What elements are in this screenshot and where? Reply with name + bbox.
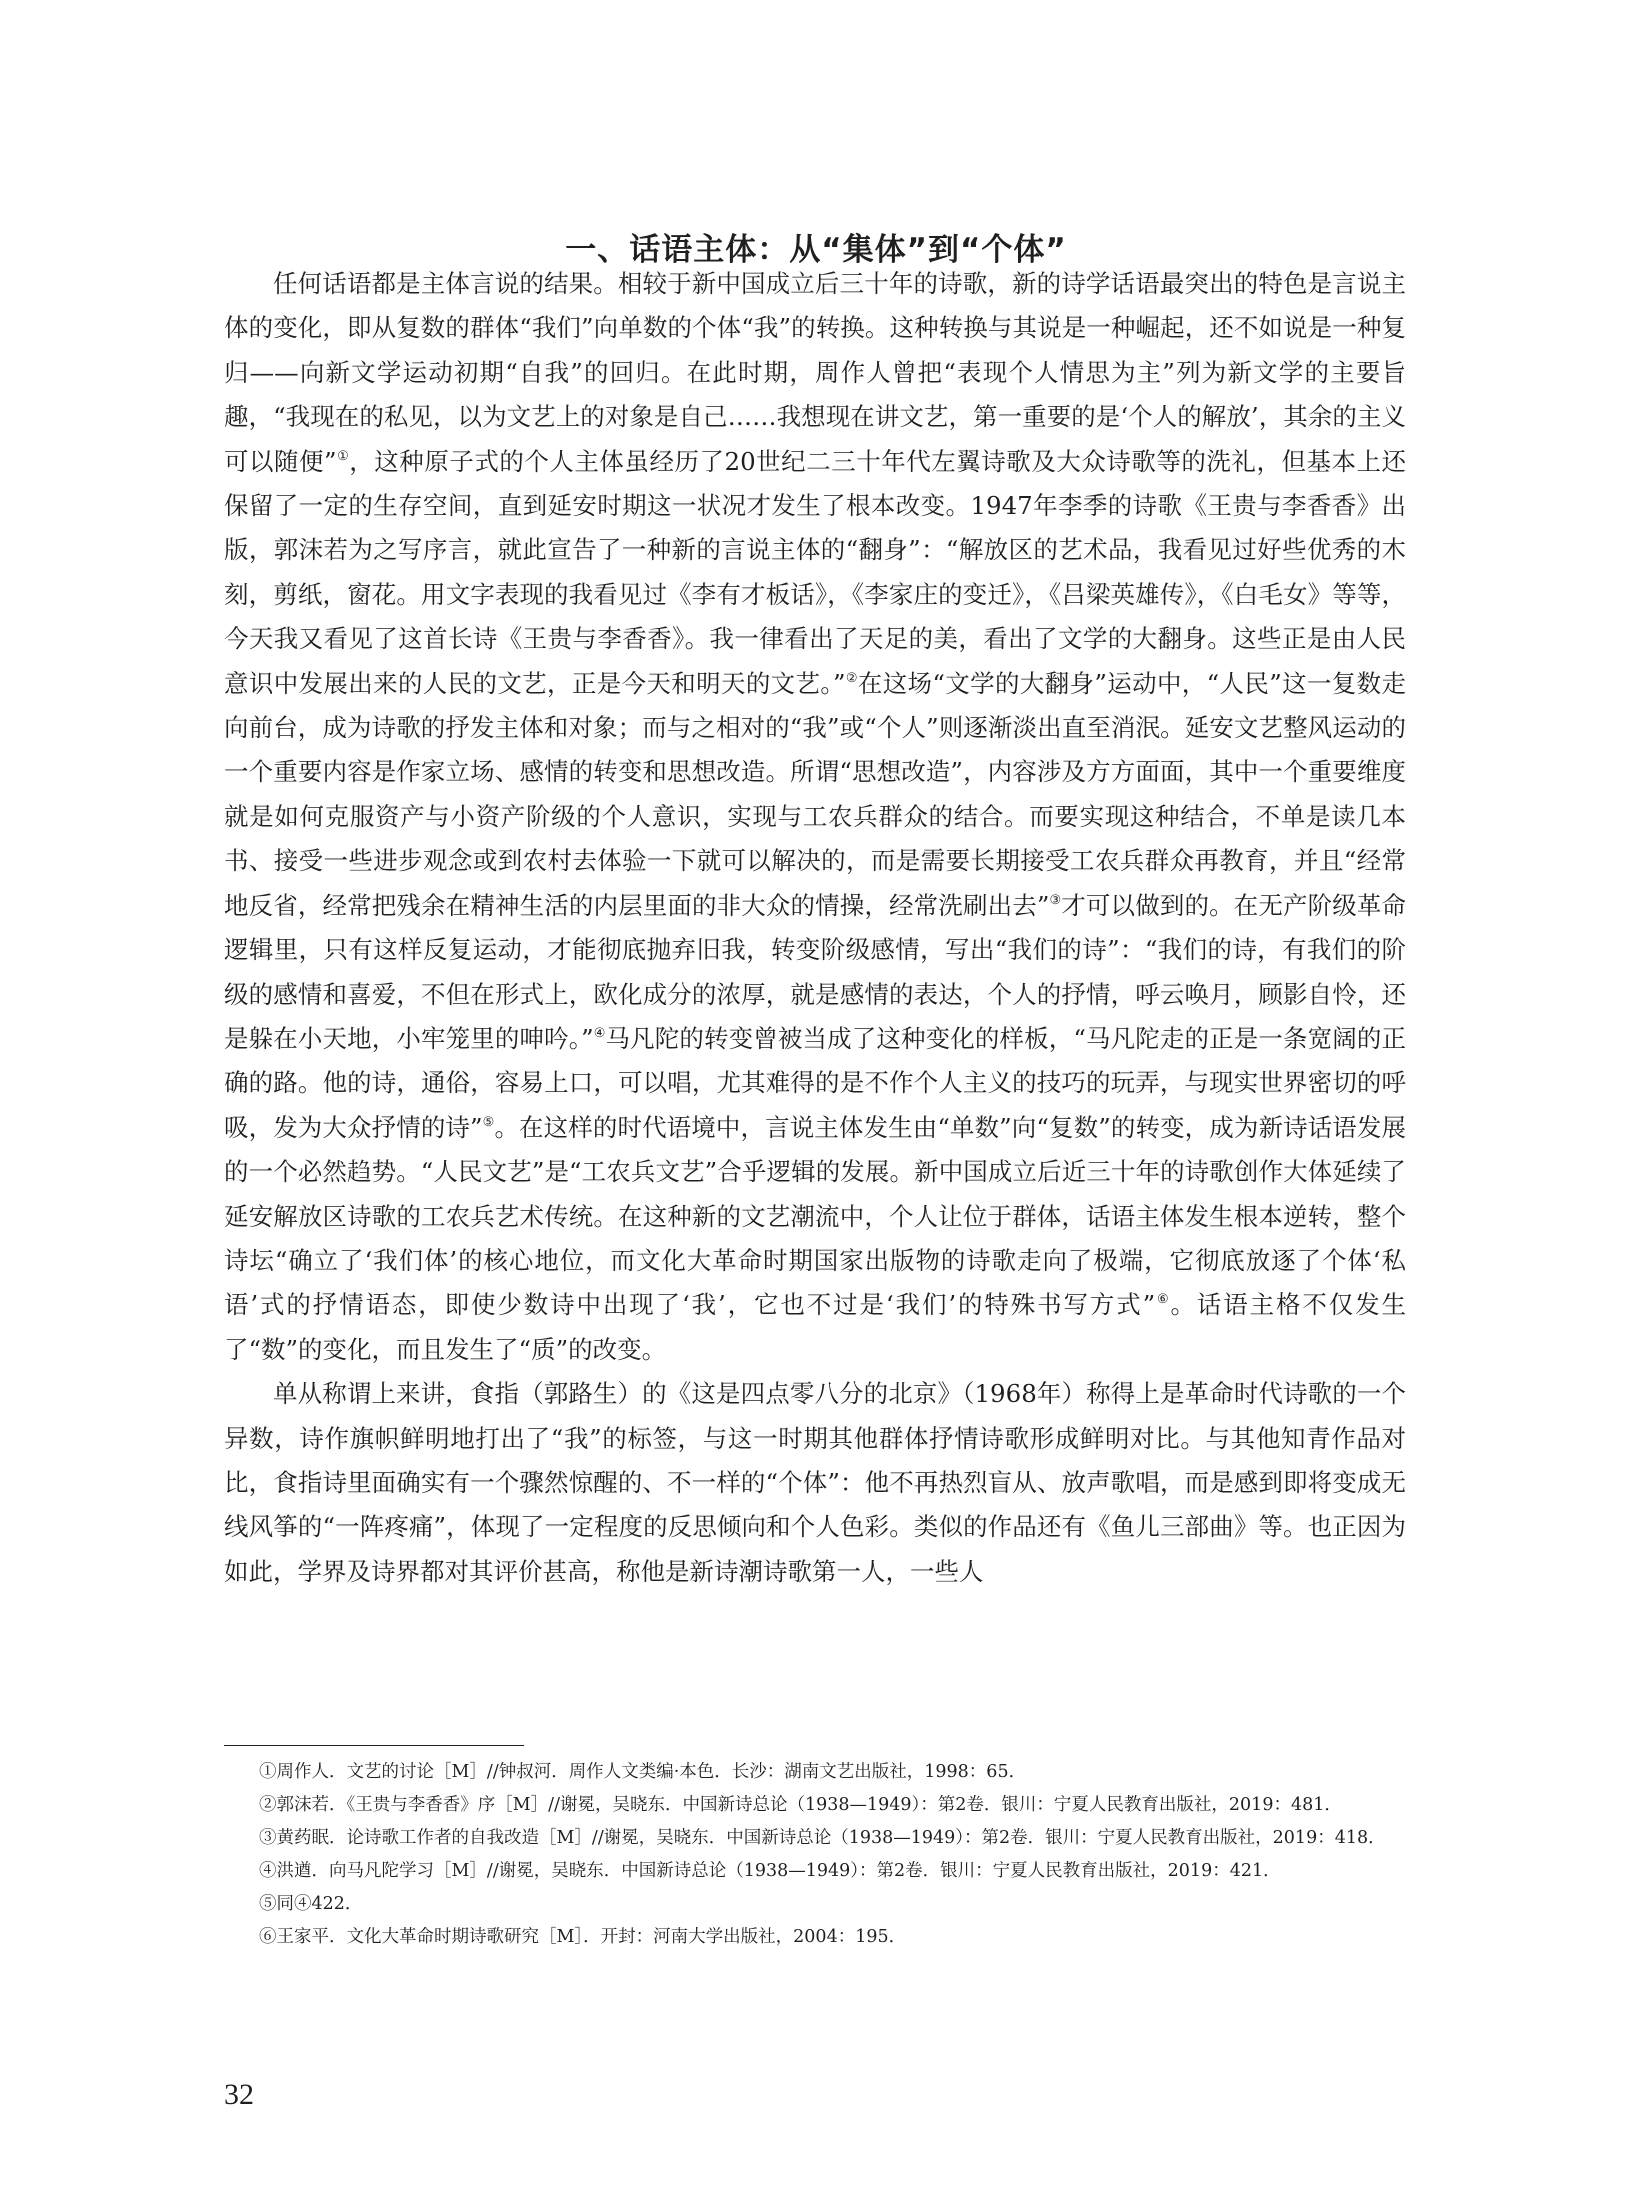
section-heading: 一、话语主体：从“集体”到“个体”	[565, 231, 1067, 268]
footnote-marker: ⑥	[1155, 1292, 1171, 1308]
paragraph-text: 才可以做到的。在无产阶级革命逻辑里，只有这样反复运动，才能彻底抛弃旧我，转变阶级感情，写出“我们的诗”：“我们的诗，有我们的阶级的感情和喜爱，不但在形式上，欧化成分的浓厚，就是感情的表达，个人的抒情，呼云唤月，顾影自怜，还是躲在小天地，小牢笼里的呻吟。”	[224, 890, 1407, 1053]
footnote-marker: ⑤	[482, 1114, 495, 1130]
footnote: ②郭沫若．《王贵与李香香》序［M］//谢冕，吴晓东．中国新诗总论（1938—1949）：第2卷．银川：宁夏人民教育出版社，2019：481．	[259, 1795, 1342, 1815]
footnotes	[224, 1756, 1406, 1954]
paragraph	[224, 262, 1406, 1372]
footnote: ⑥王家平．文化大革命时期诗歌研究［M］．开封：河南大学出版社，2004：195．	[259, 1927, 907, 1947]
paragraph-text: 单从称谓上来讲，食指（郭路生）的《这是四点零八分的北京》（1968年）称得上是革命时代诗歌的一个异数，诗作旗帜鲜明地打出了“我”的标签，与这一时期其他群体抒情诗歌形成鲜明对比。与其他知青作品对比，食指诗里面确实有一个骤然惊醒的、不一样的“个体”：他不再热烈盲从、放声歌唱，而是感到即将变成无线风筝的“一阵疼痛”，体现了一定程度的反思倾向和个人色彩。类似的作品还有《鱼儿三部曲》等。也正因为如此，学界及诗界都对其评价甚高，称他是新诗潮诗歌第一人，一些人	[224, 1379, 1406, 1586]
footnote: ①周作人．文艺的讨论［M］//钟叔河．周作人文类编·本色．长沙：湖南文艺出版社，1998：65．	[259, 1762, 1027, 1782]
paragraph-text: 。话语主格不仅发生了“数”的变化，而且发生了“质”的改变。	[224, 1290, 1407, 1364]
footnote-marker: ④	[593, 1025, 606, 1041]
paragraph-text: 任何话语都是主体言说的结果。相较于新中国成立后三十年的诗歌，新的诗学话语最突出的特色是言说主体的变化，即从复数的群体“我们”向单数的个体“我”的转换。这种转换与其说是一种崛起，还不如说是一种复归——向新文学运动初期“自我”的回归。在此时期，周作人曾把“表现个人情思为主”列为新文学的主要旨趣，“我现在的私见，以为文艺上的对象是自己……我想现在讲文艺，第一重要的是‘个人的解放’，其余的主义可以随便”	[224, 269, 1406, 476]
paragraph-text: ，这种原子式的个人主体虽经历了20世纪二三十年代左翼诗歌及大众诗歌等的洗礼，但基本上还保留了一定的生存空间，直到延安时期这一状况才发生了根本改变。1947年李季的诗歌《王贵与李香香》出版，郭沫若为之写序言，就此宣告了一种新的言说主体的“翻身”：“解放区的艺术品，我看见过好些优秀的木刻，剪纸，窗花。用文字表现的我看见过《李有才板话》，《李家庄的变迁》，《吕梁英雄传》，《白毛女》等等，今天我又看见了这首长诗《王贵与李香香》。我一律看出了天足的美，看出了文学的大翻身。这些正是由人民意识中发展出来的人民的文艺，正是今天和明天的文艺。”	[224, 446, 1407, 698]
footnote: ③黄药眠．论诗歌工作者的自我改造［M］//谢冕，吴晓东．中国新诗总论（1938—1949）：第2卷．银川：宁夏人民教育出版社，2019：418．	[259, 1828, 1386, 1848]
paragraph-text: 马凡陀的转变曾被当成了这种变化的样板，“马凡陀走的正是一条宽阔的正确的路。他的诗，通俗，容易上口，可以唱，尤其难得的是不作个人主义的技巧的玩弄，与现实世界密切的呼吸，发为大众抒情的诗”	[224, 1023, 1406, 1142]
footnote-marker: ③	[1049, 892, 1062, 908]
paragraph-text: 在这场“文学的大翻身”运动中，“人民”这一复数走向前台，成为诗歌的抒发主体和对象；而与之相对的“我”或“个人”则逐渐淡出直至消泯。延安文艺整风运动的一个重要内容是作家立场、感情的转变和思想改造。所谓“思想改造”，内容涉及方方面面，其中一个重要维度就是如何克服资产与小资产阶级的个人意识，实现与工农兵群众的结合。而要实现这种结合，不单是读几本书、接受一些进步观念或到农村去体验一下就可以解决的，而是需要长期接受工农兵群众再教育，并且“经常地反省，经常把残余在精神生活的内层里面的非大众的情操，经常洗刷出去”	[224, 668, 1406, 920]
page-number: 32	[224, 2078, 254, 2111]
footnote-marker: ①	[336, 448, 350, 464]
footnote-marker: ②	[845, 670, 858, 686]
footnote: ⑤同④422．	[259, 1894, 363, 1914]
paragraph	[224, 1372, 1406, 1594]
footnote: ④洪遒．向马凡陀学习［M］//谢冕，吴晓东．中国新诗总论（1938—1949）：第2卷．银川：宁夏人民教育出版社，2019：421．	[259, 1861, 1281, 1881]
footnote-divider	[224, 1745, 524, 1746]
body-text	[224, 262, 1406, 1594]
paragraph-text: 。在这样的时代语境中，言说主体发生由“单数”向“复数”的转变，成为新诗话语发展的一个必然趋势。“人民文艺”是“工农兵文艺”合乎逻辑的发展。新中国成立后近三十年的诗歌创作大体延续了延安解放区诗歌的工农兵艺术传统。在这种新的文艺潮流中，个人让位于群体，话语主体发生根本逆转，整个诗坛“确立了‘我们体’的核心地位，而文化大革命时期国家出版物的诗歌走向了极端，它彻底放逐了个体‘私语’式的抒情语态，即使少数诗中出现了‘我’，它也不过是‘我们’的特殊书写方式”	[224, 1112, 1407, 1320]
